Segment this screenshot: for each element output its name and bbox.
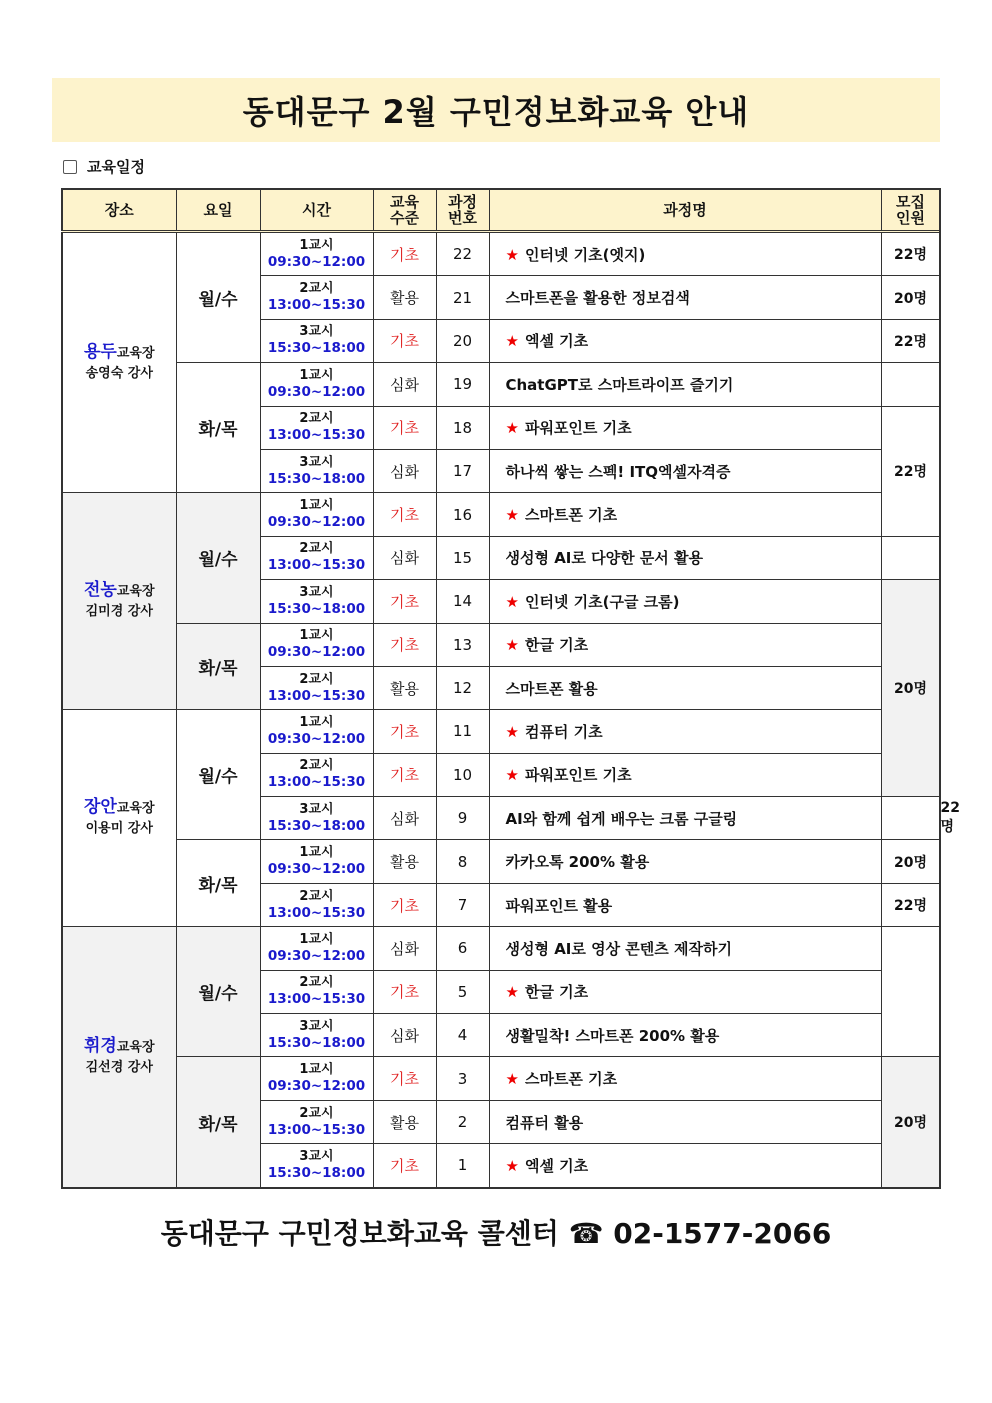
column-header-text: 시간 — [302, 201, 331, 219]
course-title: 하나씩 쌓는 스펙! ITQ엑셀자격증 — [505, 462, 731, 481]
day-cell: 화/목 — [176, 1057, 260, 1188]
course-title: 한글 기초 — [524, 636, 589, 655]
course-title-cell — [489, 536, 881, 579]
star-icon: ★ — [505, 766, 519, 785]
day-cell: 화/목 — [176, 363, 260, 493]
star-icon: ★ — [505, 636, 519, 655]
table-row: 2교시 13:00~15:30 기초 10 ★ 파워포인트 기초 22명 — [62, 753, 940, 796]
period-label: 3교시 — [299, 1018, 334, 1034]
course-number: 21 — [436, 276, 489, 319]
course-title: 인터넷 기초(구글 크롬) — [524, 592, 680, 611]
capacity-cell: 22명 — [881, 319, 940, 362]
table-row — [62, 927, 940, 970]
course-title-cell — [489, 927, 881, 970]
section-heading — [63, 156, 145, 177]
level-cell: 활용 — [373, 666, 436, 709]
level-cell: 기초 — [373, 319, 436, 362]
time-range: 09:30~12:00 — [267, 1078, 366, 1095]
column-header-text: 과정 — [448, 193, 477, 211]
time-cell — [260, 580, 373, 623]
time-range: 13:00~15:30 — [267, 557, 366, 574]
time-cell — [260, 406, 373, 449]
period-label: 3교시 — [299, 454, 334, 470]
course-title: 파워포인트 기초 — [524, 419, 632, 438]
course-number: 4 — [436, 1014, 489, 1057]
time-range: 09:30~12:00 — [267, 253, 366, 270]
course-number: 12 — [436, 666, 489, 709]
time-cell — [260, 319, 373, 362]
level-cell: 심화 — [373, 449, 436, 492]
location-suffix: 교육장 — [116, 584, 155, 600]
course-number: 3 — [436, 1057, 489, 1100]
table-row — [62, 623, 940, 666]
column-header-text: 모집 — [896, 193, 925, 211]
time-range: 09:30~12:00 — [267, 383, 366, 400]
star-icon: ★ — [505, 419, 519, 438]
time-range: 13:00~15:30 — [267, 991, 366, 1008]
time-cell — [260, 449, 373, 492]
day-cell: 월/수 — [176, 232, 260, 363]
checkbox-icon — [63, 160, 77, 174]
capacity-cell: 22명 — [881, 406, 940, 536]
level-cell: 심화 — [373, 797, 436, 840]
time-range: 13:00~15:30 — [267, 904, 366, 921]
time-cell — [260, 1057, 373, 1100]
course-number: 1 — [436, 1144, 489, 1188]
column-header-text: 교육 — [390, 193, 419, 211]
time-cell — [260, 1144, 373, 1188]
level-cell: 기초 — [373, 1144, 436, 1188]
level-cell: 기초 — [373, 883, 436, 926]
course-title: 생활밀착! 스마트폰 200% 활용 — [505, 1026, 720, 1045]
period-label: 2교시 — [299, 975, 334, 991]
column-header — [62, 189, 176, 232]
course-title: 생성형 AI로 영상 콘텐츠 제작하기 — [505, 939, 732, 958]
instructor-name: 김선경 강사 — [85, 1059, 153, 1075]
location-cell — [62, 710, 176, 927]
course-title-cell — [489, 363, 881, 406]
course-number: 18 — [436, 406, 489, 449]
time-range: 13:00~15:30 — [267, 427, 366, 444]
table-row — [62, 710, 940, 753]
course-title: 한글 기초 — [524, 983, 589, 1002]
course-title-cell — [489, 276, 881, 319]
instructor-name: 이용미 강사 — [85, 821, 153, 837]
course-title-cell — [489, 666, 881, 709]
course-title: 파워포인트 활용 — [505, 896, 613, 915]
time-cell — [260, 363, 373, 406]
course-title-cell — [489, 883, 881, 926]
course-title-cell — [489, 1144, 881, 1188]
course-number: 14 — [436, 580, 489, 623]
day-cell: 화/목 — [176, 840, 260, 927]
course-number: 20 — [436, 319, 489, 362]
course-number: 6 — [436, 927, 489, 970]
course-title-cell — [489, 710, 881, 753]
level-cell: 심화 — [373, 363, 436, 406]
period-label: 2교시 — [299, 411, 334, 427]
course-number: 16 — [436, 493, 489, 536]
course-title-cell — [489, 449, 881, 492]
column-header-text: 인원 — [896, 209, 925, 227]
course-number: 8 — [436, 840, 489, 883]
course-title: 스마트폰 활용 — [505, 679, 598, 698]
course-number: 7 — [436, 883, 489, 926]
course-number: 19 — [436, 363, 489, 406]
star-icon: ★ — [505, 332, 519, 351]
time-cell — [260, 666, 373, 709]
capacity-cell: 20명 — [881, 580, 940, 797]
table-row — [62, 493, 940, 536]
course-title-cell — [489, 753, 881, 796]
course-title-cell — [489, 580, 881, 623]
time-cell — [260, 883, 373, 926]
period-label: 1교시 — [299, 845, 334, 861]
star-icon: ★ — [505, 592, 519, 611]
level-cell: 심화 — [373, 1014, 436, 1057]
time-range: 09:30~12:00 — [267, 730, 366, 747]
star-icon: ★ — [505, 1070, 519, 1089]
time-range: 13:00~15:30 — [267, 297, 366, 314]
course-title: AI와 함께 쉽게 배우는 크롬 구글링 — [505, 809, 738, 828]
capacity-cell: 20명 — [881, 276, 940, 319]
time-range: 15:30~18:00 — [267, 1164, 366, 1181]
course-number: 9 — [436, 797, 489, 840]
course-title: 인터넷 기초(엣지) — [524, 245, 646, 264]
period-label: 3교시 — [299, 801, 334, 817]
level-cell: 기초 — [373, 970, 436, 1013]
page-title: 동대문구 2월 구민정보화교육 안내 — [52, 78, 940, 142]
time-cell — [260, 536, 373, 579]
period-label: 2교시 — [299, 888, 334, 904]
level-cell: 기초 — [373, 1057, 436, 1100]
period-label: 1교시 — [299, 498, 334, 514]
time-cell — [260, 970, 373, 1013]
location-suffix: 교육장 — [116, 1039, 155, 1055]
course-number: 13 — [436, 623, 489, 666]
location-suffix: 교육장 — [116, 801, 155, 817]
course-number: 15 — [436, 536, 489, 579]
column-header — [881, 189, 940, 232]
level-cell: 심화 — [373, 536, 436, 579]
location-name: 장안 — [83, 797, 117, 818]
period-label: 2교시 — [299, 281, 334, 297]
course-title-cell — [489, 840, 881, 883]
instructor-name: 김미경 강사 — [85, 604, 153, 620]
star-icon: ★ — [505, 722, 519, 741]
course-title-cell — [489, 797, 881, 840]
level-cell: 기초 — [373, 232, 436, 276]
time-range: 13:00~15:30 — [267, 1121, 366, 1138]
column-header — [176, 189, 260, 232]
course-title-cell — [489, 1014, 881, 1057]
course-title: 엑셀 기초 — [524, 332, 589, 351]
time-cell — [260, 493, 373, 536]
course-number: 10 — [436, 753, 489, 796]
level-cell: 활용 — [373, 1100, 436, 1143]
course-title-cell — [489, 970, 881, 1013]
star-icon: ★ — [505, 983, 519, 1002]
time-cell — [260, 1100, 373, 1143]
course-title: 스마트폰 기초 — [524, 506, 618, 525]
column-header-text: 번호 — [448, 209, 477, 227]
star-icon: ★ — [505, 245, 519, 264]
column-header — [260, 189, 373, 232]
course-number: 17 — [436, 449, 489, 492]
course-number: 2 — [436, 1100, 489, 1143]
course-title-cell — [489, 1057, 881, 1100]
course-number: 11 — [436, 710, 489, 753]
location-cell — [62, 927, 176, 1188]
course-title-cell — [489, 623, 881, 666]
period-label: 3교시 — [299, 324, 334, 340]
location-cell — [62, 232, 176, 493]
time-cell — [260, 797, 373, 840]
course-title-cell — [489, 1100, 881, 1143]
course-title: 카카오톡 200% 활용 — [505, 853, 650, 872]
level-cell: 활용 — [373, 276, 436, 319]
level-cell: 기초 — [373, 753, 436, 796]
location-cell — [62, 493, 176, 710]
column-header — [373, 189, 436, 232]
period-label: 1교시 — [299, 931, 334, 947]
course-title-cell — [489, 319, 881, 362]
course-title: ChatGPT로 스마트라이프 즐기기 — [505, 375, 734, 394]
time-range: 13:00~15:30 — [267, 774, 366, 791]
location-name: 휘경 — [83, 1035, 117, 1056]
course-title: 컴퓨터 활용 — [505, 1113, 584, 1132]
table-row — [62, 840, 940, 883]
course-title: 스마트폰 기초 — [524, 1070, 618, 1089]
day-cell: 월/수 — [176, 493, 260, 623]
time-range: 15:30~18:00 — [267, 340, 366, 357]
period-label: 2교시 — [299, 541, 334, 557]
column-header-text: 수준 — [390, 209, 419, 227]
level-cell: 기초 — [373, 580, 436, 623]
course-title: 생성형 AI로 다양한 문서 활용 — [505, 549, 703, 568]
time-cell — [260, 623, 373, 666]
period-label: 1교시 — [299, 367, 334, 383]
time-range: 13:00~15:30 — [267, 687, 366, 704]
time-range: 15:30~18:00 — [267, 600, 366, 617]
column-header-text: 요일 — [203, 201, 233, 219]
time-cell — [260, 927, 373, 970]
course-title: 컴퓨터 기초 — [524, 722, 603, 741]
time-cell — [260, 1014, 373, 1057]
column-header — [436, 189, 489, 232]
level-cell: 기초 — [373, 493, 436, 536]
period-label: 2교시 — [299, 671, 334, 687]
location-suffix: 교육장 — [116, 345, 155, 361]
capacity-cell: 20명 — [881, 840, 940, 883]
time-range: 15:30~18:00 — [267, 1034, 366, 1051]
period-label: 1교시 — [299, 714, 334, 730]
course-title: 파워포인트 기초 — [524, 766, 632, 785]
table-row — [62, 1057, 940, 1100]
level-cell: 심화 — [373, 927, 436, 970]
course-title-cell — [489, 406, 881, 449]
column-header-text: 장소 — [104, 201, 134, 219]
course-title: 스마트폰을 활용한 정보검색 — [505, 289, 690, 308]
star-icon: ★ — [505, 506, 519, 525]
time-cell — [260, 276, 373, 319]
column-header — [489, 189, 881, 232]
level-cell: 활용 — [373, 840, 436, 883]
capacity-cell: 22명 — [881, 883, 940, 926]
section-label: 교육일정 — [87, 158, 145, 176]
time-cell — [260, 840, 373, 883]
day-cell: 월/수 — [176, 927, 260, 1057]
day-cell: 월/수 — [176, 710, 260, 840]
course-number: 22 — [436, 232, 489, 276]
level-cell: 기초 — [373, 623, 436, 666]
time-range: 09:30~12:00 — [267, 514, 366, 531]
time-range: 09:30~12:00 — [267, 861, 366, 878]
instructor-name: 송영숙 강사 — [85, 365, 153, 381]
level-cell: 기초 — [373, 406, 436, 449]
table-row — [62, 363, 940, 406]
location-name: 용두 — [83, 341, 117, 362]
star-icon: ★ — [505, 1156, 519, 1175]
period-label: 1교시 — [299, 237, 334, 253]
period-label: 2교시 — [299, 1105, 334, 1121]
time-cell — [260, 753, 373, 796]
schedule-table — [61, 188, 960, 1189]
capacity-cell: 22명 — [881, 232, 940, 276]
callcenter-footer: 동대문구 구민정보화교육 콜센터 ☎ 02-1577-2066 — [160, 1217, 832, 1250]
period-label: 1교시 — [299, 628, 334, 644]
time-cell — [260, 710, 373, 753]
time-cell — [260, 232, 373, 276]
table-row — [62, 232, 940, 276]
period-label: 3교시 — [299, 584, 334, 600]
time-range: 15:30~18:00 — [267, 817, 366, 834]
period-label: 1교시 — [299, 1062, 334, 1078]
level-cell: 기초 — [373, 710, 436, 753]
course-title-cell — [489, 232, 881, 276]
course-title-cell — [489, 493, 881, 536]
period-label: 2교시 — [299, 758, 334, 774]
period-label: 3교시 — [299, 1148, 334, 1164]
day-cell: 화/목 — [176, 623, 260, 710]
location-name: 전농 — [83, 580, 117, 601]
column-header-text: 과정명 — [663, 201, 707, 219]
capacity-cell: 20명 — [881, 1057, 940, 1188]
time-range: 09:30~12:00 — [267, 644, 366, 661]
course-title: 엑셀 기초 — [524, 1156, 589, 1175]
time-range: 09:30~12:00 — [267, 947, 366, 964]
time-range: 15:30~18:00 — [267, 470, 366, 487]
course-number: 5 — [436, 970, 489, 1013]
